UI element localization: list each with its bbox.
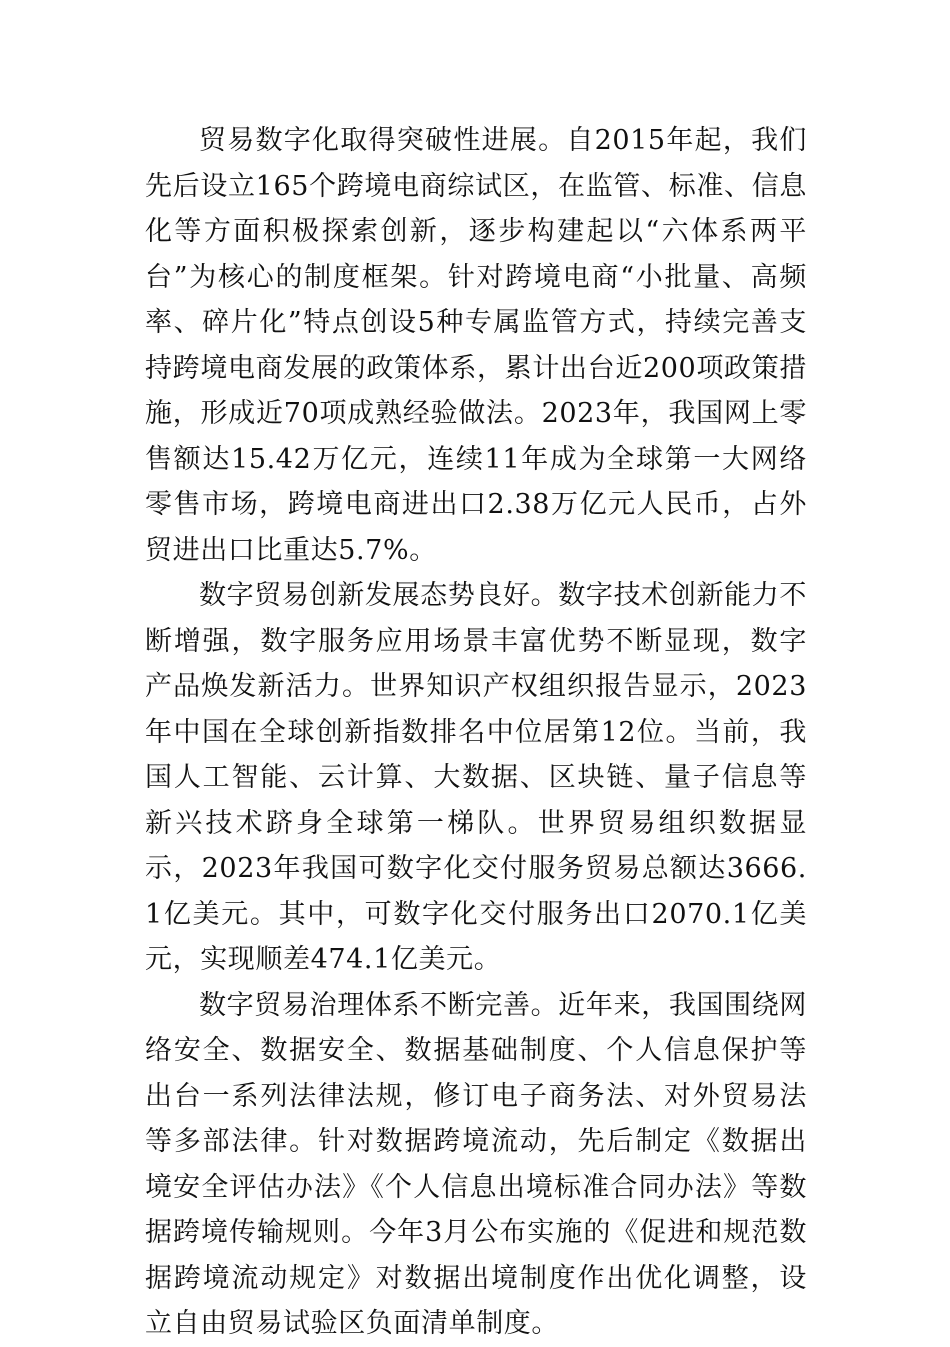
document-body	[145, 118, 807, 1347]
paragraph-digital-trade-innovation: 数字贸易创新发展态势良好。数字技术创新能力不断增强，数字服务应用场景丰富优势不断显现，数字产品焕发新活力。世界知识产权组织报告显示，2023年中国在全球创新指数排名中位居第12位。当前，我国人工智能、云计算、大数据、区块链、量子信息等新兴技术跻身全球第一梯队。世界贸易组织数据显示，2023年我国可数字化交付服务贸易总额达3666.1亿美元。其中，可数字化交付服务出口2070.1亿美元，实现顺差474.1亿美元。	[145, 580, 807, 975]
paragraph-digital-trade-governance: 数字贸易治理体系不断完善。近年来，我国围绕网络安全、数据安全、数据基础制度、个人信息保护等出台一系列法律法规，修订电子商务法、对外贸易法等多部法律。针对数据跨境流动，先后制定《数据出境安全评估办法》《个人信息出境标准合同办法》等数据跨境传输规则。今年3月公布实施的《促进和规范数据跨境流动规定》对数据出境制度作出优化调整，设立自由贸易试验区负面清单制度。	[145, 989, 807, 1339]
paragraph-trade-digitalization: 贸易数字化取得突破性进展。自2015年起，我们先后设立165个跨境电商综试区，在监管、标准、信息化等方面积极探索创新，逐步构建起以“六体系两平台”为核心的制度框架。针对跨境电商“小批量、高频率、碎片化”特点创设5种专属监管方式，持续完善支持跨境电商发展的政策体系，累计出台近200项政策措施，形成近70项成熟经验做法。2023年，我国网上零售额达15.42万亿元，连续11年成为全球第一大网络零售市场，跨境电商进出口2.38万亿元人民币，占外贸进出口比重达5.7%。	[145, 125, 807, 566]
